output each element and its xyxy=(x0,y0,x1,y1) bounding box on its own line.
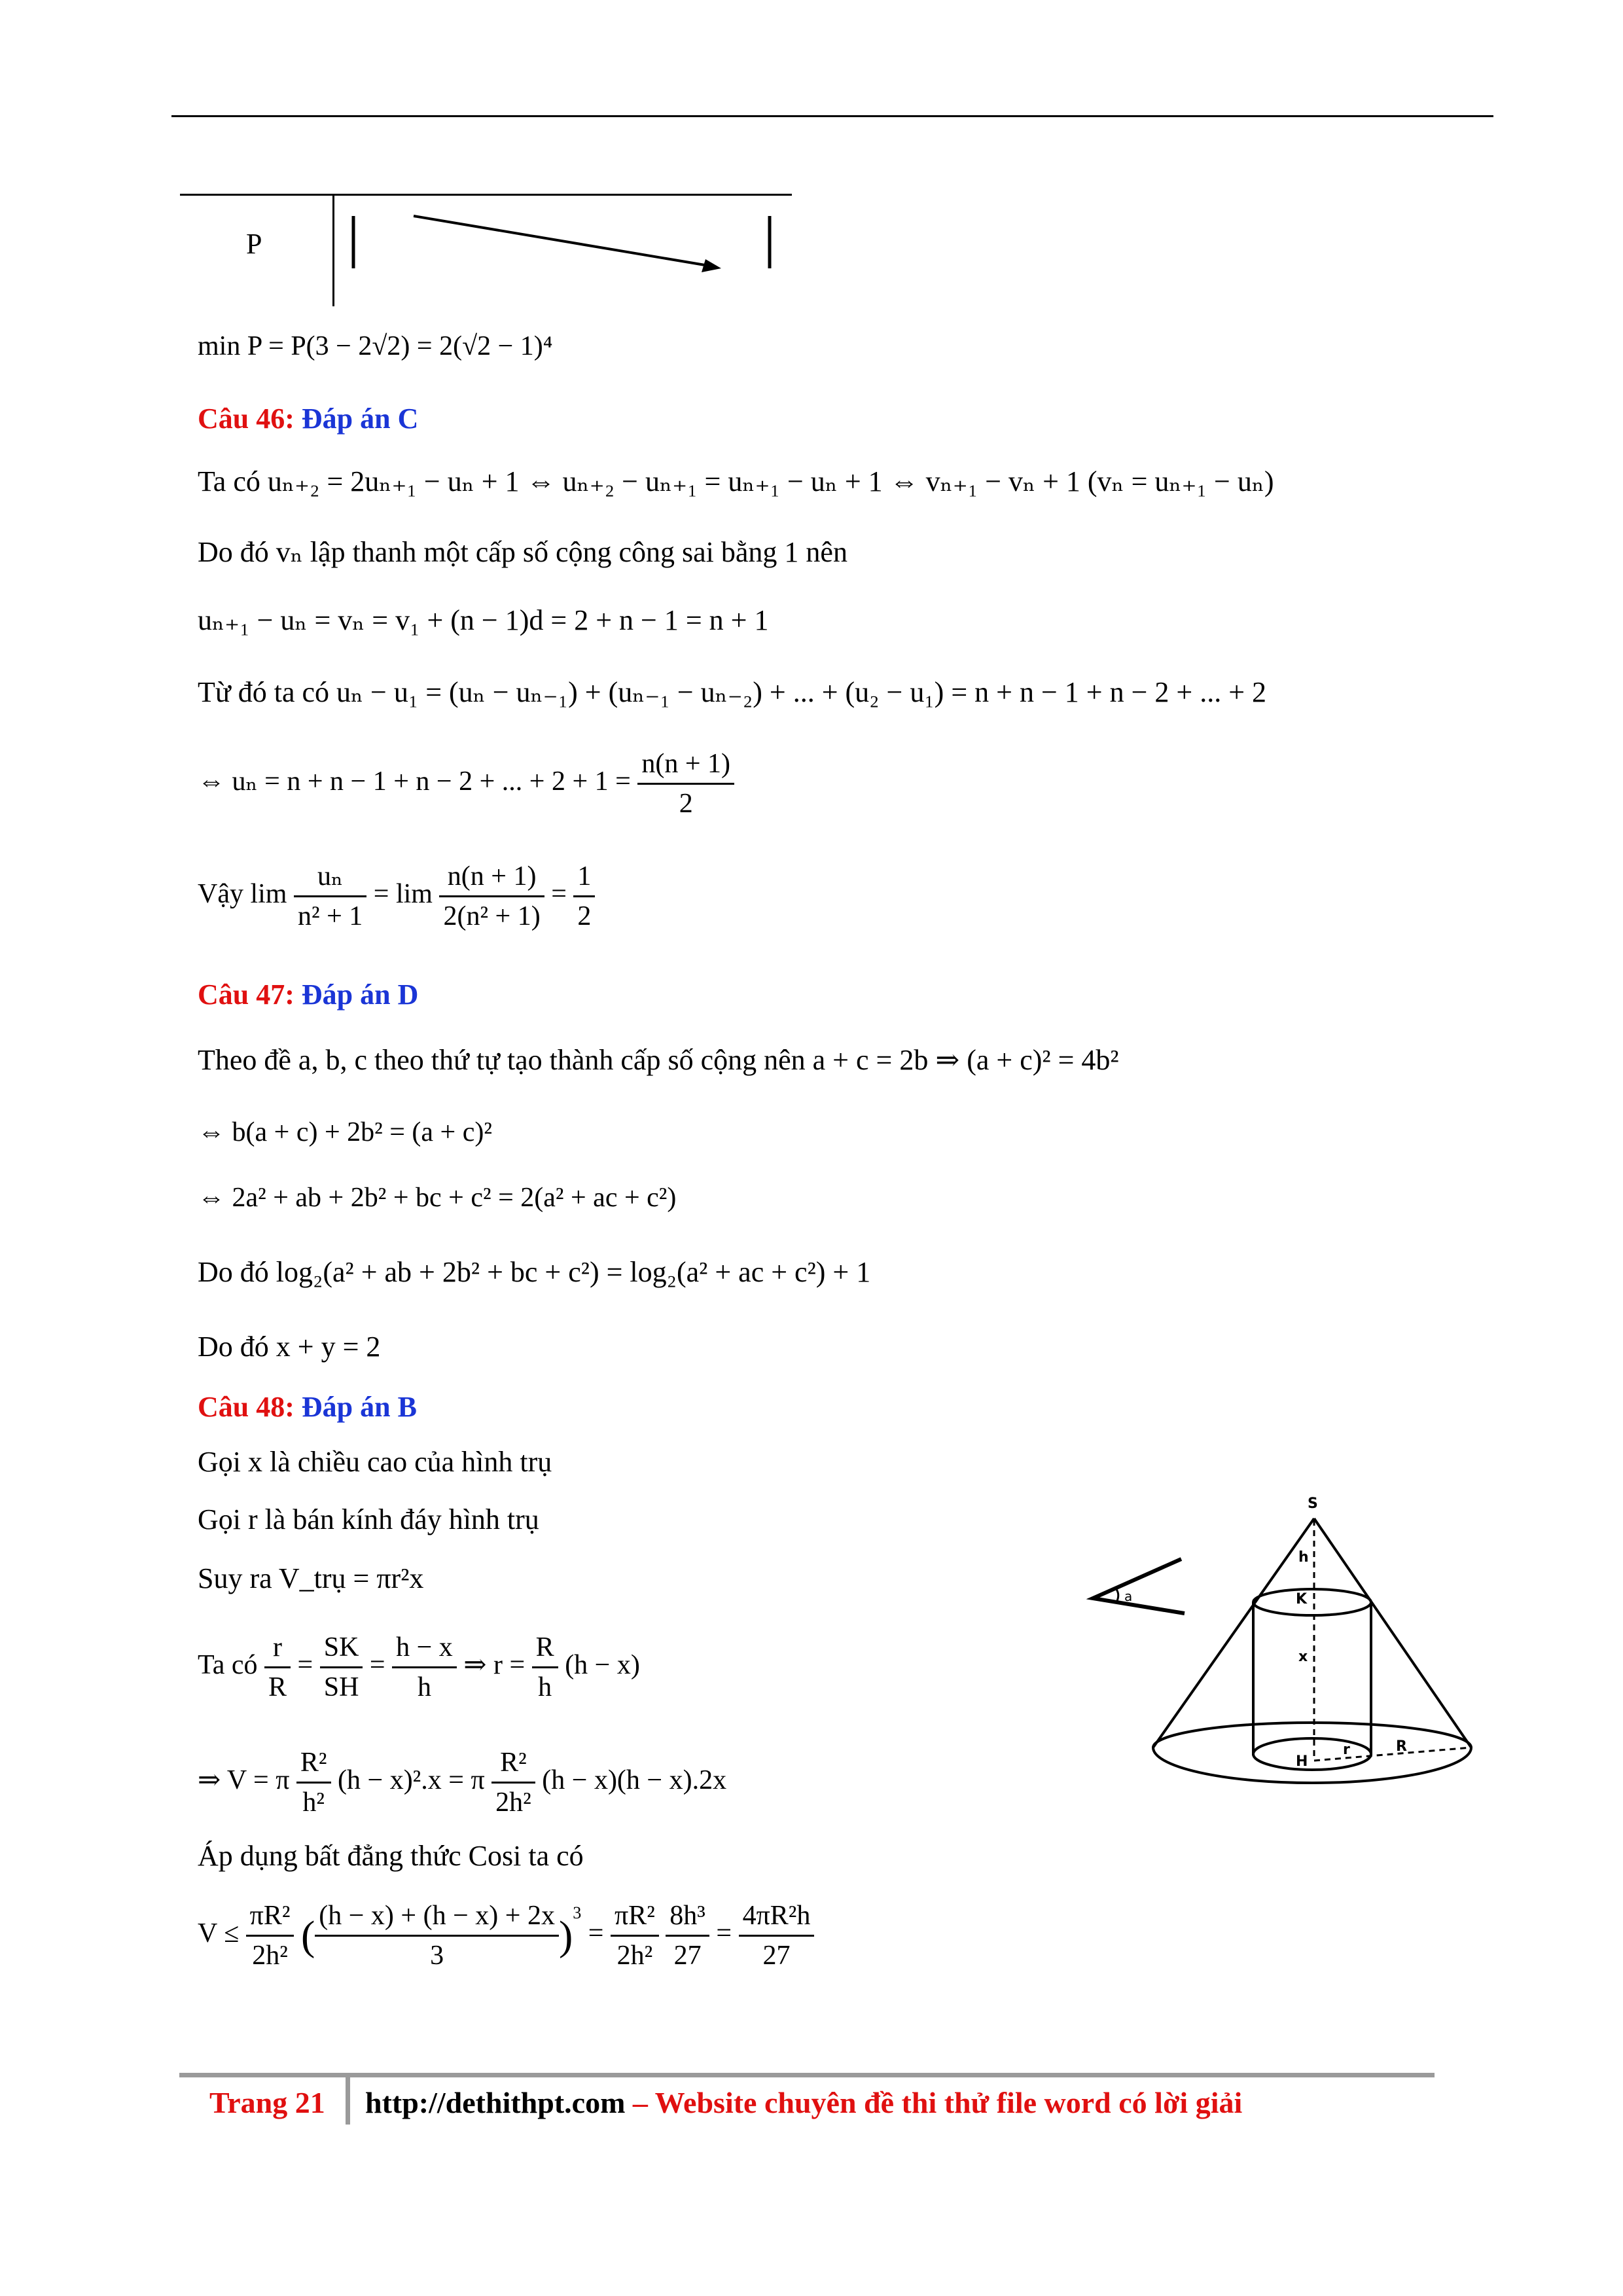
q48-title xyxy=(198,1390,417,1424)
q46-line5-fraction xyxy=(637,745,734,823)
q48-line7-fraction-2 xyxy=(315,1897,559,1975)
q48-line5-mid: (h − x)².x = π xyxy=(338,1765,485,1796)
fraction-denominator: 27 xyxy=(673,1941,702,1971)
fraction-numerator: h − x xyxy=(392,1628,457,1668)
q48-title-answer: Đáp án B xyxy=(301,1391,417,1423)
q46-title xyxy=(198,402,418,435)
fraction-denominator: 2h² xyxy=(495,1787,531,1818)
q48-line5-pre: ⇒ V = π xyxy=(198,1765,290,1796)
label-h-small: h xyxy=(1298,1549,1309,1566)
label-r-big: R xyxy=(1396,1738,1407,1755)
q48-line7-fraction-5 xyxy=(739,1897,815,1975)
q46-line2: Do đó vₙ lập thanh một cấp số cộng công sai bằng 1 nên xyxy=(198,536,847,568)
footer-tagline: – Website chuyên đề thi thử file word có lời giải xyxy=(625,2086,1243,2119)
fraction-numerator: SK xyxy=(320,1628,363,1668)
q48-line7-fraction-3 xyxy=(611,1897,659,1975)
q46-line6 xyxy=(198,857,595,935)
label-h-big: H xyxy=(1296,1753,1308,1770)
q48-line7-eq: = xyxy=(588,1918,604,1949)
label-k: K xyxy=(1296,1591,1308,1607)
fraction-numerator: (h − x) + (h − x) + 2x xyxy=(315,1897,559,1937)
q47-title-answer: Đáp án D xyxy=(301,978,419,1011)
fraction-numerator: πR² xyxy=(246,1897,294,1937)
fraction-numerator: 4πR²h xyxy=(739,1897,815,1937)
q47-line2: ⇔ b(a + c) + 2b² = (a + c)² xyxy=(198,1117,492,1147)
footer-url[interactable]: http://dethithpt.com xyxy=(365,2086,626,2119)
q46-title-answer: Đáp án C xyxy=(301,403,419,435)
q46-line6-fraction-1 xyxy=(294,857,366,935)
q46-line3: uₙ₊₁ − uₙ = vₙ = v₁ + (n − 1)d = 2 + n − 1 = n + 1 xyxy=(198,604,769,636)
q48-line4-fraction-2 xyxy=(320,1628,363,1706)
fraction-denominator: h xyxy=(417,1672,431,1702)
fraction-denominator: 27 xyxy=(762,1941,791,1971)
q47-title xyxy=(198,978,418,1011)
fraction-numerator: 8h³ xyxy=(666,1897,709,1937)
q46-line6-eq: = xyxy=(551,879,567,910)
q48-line3: Suy ra V_trụ = πr²x xyxy=(198,1562,424,1594)
fraction-denominator: 2h² xyxy=(252,1941,288,1971)
q48-line4: Ta có $\frac{r}{R}$ = $\frac{SK}{SH}$ = $\frac{h - x}{h}$ ⇒ r = $\frac{R}{h}$ (h − x) xyxy=(198,1628,640,1706)
fraction-denominator: h² xyxy=(302,1787,325,1818)
fraction-numerator: πR² xyxy=(611,1897,659,1937)
q48-line2: Gọi r là bán kính đáy hình trụ xyxy=(198,1503,539,1535)
header-rule xyxy=(171,115,1493,117)
q47-line3: ⇔ 2a² + ab + 2b² + bc + c² = 2(a² + ac + c²) xyxy=(198,1183,677,1213)
q48-line5-fraction-1 xyxy=(296,1744,331,1821)
fraction-denominator: 2 xyxy=(679,789,693,819)
q46-line6-mid: = lim xyxy=(373,879,433,910)
cone-cylinder-figure xyxy=(1139,1486,1505,1839)
fraction-numerator: r xyxy=(264,1628,291,1668)
table-row-label: P xyxy=(246,228,262,260)
q48-line6: Áp dụng bất đẳng thức Cosi ta có xyxy=(198,1840,584,1872)
q48-title-prefix: Câu 48: xyxy=(198,1391,294,1423)
q48-line5-fraction-2 xyxy=(491,1744,535,1821)
q48-line1: Gọi x là chiều cao của hình trụ xyxy=(198,1446,552,1478)
q48-line7-fraction-1 xyxy=(246,1897,294,1975)
fraction-denominator: 3 xyxy=(430,1941,444,1971)
label-r-small: r xyxy=(1343,1742,1350,1758)
q47-title-prefix: Câu 47: xyxy=(198,978,294,1011)
variation-arrow xyxy=(340,196,798,288)
q48-line4-mid: ⇒ r = xyxy=(463,1650,526,1681)
fraction-numerator: R² xyxy=(296,1744,331,1784)
footer-page: Trang 21 xyxy=(209,2086,325,2119)
footer-rule xyxy=(179,2073,1435,2077)
fraction-numerator: n(n + 1) xyxy=(637,745,734,785)
q48-line4-fraction-4 xyxy=(532,1628,558,1706)
fraction-denominator: h xyxy=(538,1672,552,1702)
q48-line4-fraction-1 xyxy=(264,1628,291,1706)
q46-line1: Ta có uₙ₊₂ = 2uₙ₊₁ − uₙ + 1 ⇔ uₙ₊₂ − uₙ₊₁ = uₙ₊₁ − uₙ + 1 ⇔ vₙ₊₁ − vₙ + 1 (vₙ = uₙ₊₁ − uₙ) xyxy=(198,465,1274,497)
table-column-divider xyxy=(332,195,334,306)
q48-line7-pre: V ≤ xyxy=(198,1918,240,1949)
angle-label: a xyxy=(1124,1588,1133,1604)
q47-line4: Do đó log₂(a² + ab + 2b² + bc + c²) = log₂(a² + ac + c²) + 1 xyxy=(198,1256,871,1288)
footer-page-number xyxy=(209,2085,325,2120)
q46-line6-fraction-2 xyxy=(439,857,544,935)
q46-line4: Từ đó ta có uₙ − u₁ = (uₙ − uₙ₋₁) + (uₙ₋₁ − uₙ₋₂) + ... + (u₂ − u₁) = n + n − 1 + n − 2 + ... + 2 xyxy=(198,676,1267,708)
q48-line4-tail: (h − x) xyxy=(565,1650,640,1681)
fraction-numerator: uₙ xyxy=(294,857,366,897)
fraction-denominator: SH xyxy=(323,1672,359,1702)
q47-line1: Theo đề a, b, c theo thứ tự tạo thành cấp số cộng nên a + c = 2b ⇒ (a + c)² = 4b² xyxy=(198,1044,1119,1076)
q48-line4-pre: Ta có xyxy=(198,1650,258,1681)
q46-line6-fraction-3 xyxy=(573,857,595,935)
q48-line7-fraction-4 xyxy=(666,1897,709,1975)
fraction-numerator: R² xyxy=(491,1744,535,1784)
table-top-rule xyxy=(180,194,792,196)
q46-title-prefix: Câu 46: xyxy=(198,403,294,435)
q48-line7: V ≤ $\frac{\text{πR²}}{\text{2h²}}$ ( $\frac{(h - x) + (h - x) + 2x}{3}$ )$^3$ = $\frac{\text{πR²}}{\text{2h²}}$ $\frac{\text{8h³}}{27}$ = $\frac{\text{4πR²h}}{27}$ xyxy=(198,1897,814,1975)
fraction-numerator: R xyxy=(532,1628,558,1668)
fraction-denominator: 2h² xyxy=(616,1941,653,1971)
q46-line6-pre: Vậy lim xyxy=(198,879,287,910)
min-p-line: min P = P(3 − 2√2) = 2(√2 − 1)⁴ xyxy=(198,331,553,361)
fraction-denominator: 2 xyxy=(577,901,592,931)
fraction-numerator: 1 xyxy=(573,857,595,897)
q47-line5: Do đó x + y = 2 xyxy=(198,1331,381,1363)
label-s: S xyxy=(1308,1496,1318,1512)
label-x: x xyxy=(1298,1649,1308,1665)
q48-line5 xyxy=(198,1744,726,1821)
q48-line4-fraction-3 xyxy=(392,1628,457,1706)
footer-site xyxy=(365,2085,1242,2120)
fraction-numerator: n(n + 1) xyxy=(439,857,544,897)
q46-line5-left: ⇔ uₙ = n + n − 1 + n − 2 + ... + 2 + 1 = xyxy=(198,766,631,797)
footer-divider xyxy=(346,2077,350,2125)
fraction-denominator: n² + 1 xyxy=(297,901,363,931)
fraction-denominator: R xyxy=(268,1672,287,1702)
q48-line5-tail: (h − x)(h − x).2x xyxy=(542,1765,727,1796)
fraction-denominator: 2(n² + 1) xyxy=(443,901,541,931)
q46-line5 xyxy=(198,745,734,823)
